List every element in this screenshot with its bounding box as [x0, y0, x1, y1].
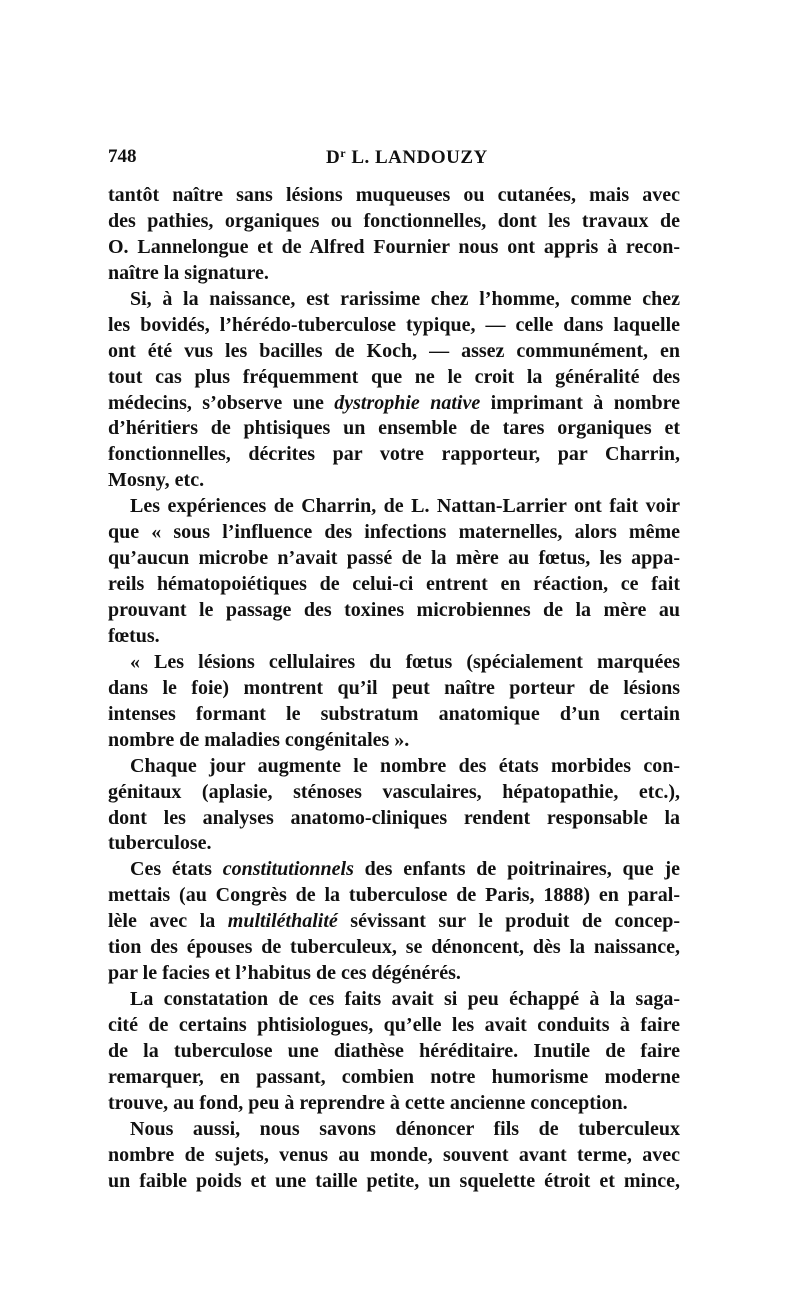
text-line: médecins, s’observe une dystrophie native imprimant à nombre [108, 391, 680, 414]
text-line: mettais (au Congrès de la tuberculose de Paris, 1888) en paral- [108, 884, 680, 907]
text-line: intenses formant le substratum anatomique d’un certain [108, 702, 680, 725]
text-line: tuberculose. [108, 832, 212, 855]
text-line: que « sous l’influence des infections maternelles, alors même [108, 521, 680, 544]
text-line: « Les lésions cellulaires du fœtus (spécialement marquées [130, 650, 680, 673]
text-line: dans le foie) montrent qu’il peut naître porteur de lésions [108, 676, 680, 699]
text-line: fonctionnelles, décrites par votre rapporteur, par Charrin, [108, 443, 680, 466]
italic-term: dystrophie native [334, 391, 481, 414]
running-head [108, 146, 680, 174]
text-line: nombre de sujets, venus au monde, souvent avant terme, avec [108, 1143, 680, 1166]
text-line: fœtus. [108, 624, 160, 647]
page-number: 748 [108, 146, 137, 167]
text-line: ont été vus les bacilles de Koch, — assez communément, en [108, 339, 680, 362]
text-line: Mosny, etc. [108, 469, 205, 492]
author-name: L. LANDOUZY [346, 147, 488, 168]
running-title [326, 146, 488, 169]
text-line: Chaque jour augmente le nombre des états morbides con- [130, 754, 680, 777]
text-line: par le facies et l’habitus de ces dégénérés. [108, 962, 461, 985]
text-line: Nous aussi, nous savons dénoncer fils de tuberculeux [130, 1117, 680, 1140]
text-line: lèle avec la multiléthalité sévissant sur le produit de concep- [108, 910, 680, 933]
text-line: cité de certains phtisiologues, qu’elle les avait conduits à faire [108, 1014, 680, 1036]
text-line: tout cas plus fréquemment que ne le croit la généralité des [108, 365, 680, 388]
text-line: génitaux (aplasie, sténoses vasculaires, hépatopathie, etc.), [108, 780, 680, 803]
text-line: les bovidés, l’hérédo-tuberculose typique, — celle dans laquelle [108, 313, 680, 336]
text-line: La constatation de ces faits avait si peu échappé à la saga- [130, 988, 680, 1011]
text-line: des pathies, organiques ou fonctionnelles, dont les travaux de [108, 209, 680, 232]
text-line: remarquer, en passant, combien notre humorisme moderne [108, 1065, 680, 1088]
text-line: trouve, au fond, peu à reprendre à cette ancienne conception. [108, 1091, 628, 1114]
italic-term: multiléthalité [227, 910, 338, 933]
text-line: reils hématopoiétiques de celui-ci entrent en réaction, ce fait [108, 573, 680, 596]
author-prefix-superscript: r [340, 146, 347, 160]
author-prefix: D [326, 147, 341, 168]
text-line: Si, à la naissance, est rarissime chez l’homme, comme chez [130, 287, 680, 310]
text-line: tantôt naître sans lésions muqueuses ou cutanées, mais avec [108, 184, 680, 206]
text-line: Ces états constitutionnels des enfants de poitrinaires, que je [130, 858, 680, 881]
text-line: O. Lannelongue et de Alfred Fournier nous ont appris à recon- [108, 235, 680, 258]
text-line: nombre de maladies congénitales ». [108, 728, 410, 751]
text-line: tion des épouses de tuberculeux, se dénoncent, dès la naissance, [108, 936, 680, 959]
text-line: prouvant le passage des toxines microbiennes de la mère au [108, 599, 680, 621]
body-text [108, 183, 680, 1195]
text-line: Les expériences de Charrin, de L. Nattan-Larrier ont fait voir [130, 495, 680, 518]
text-line: d’héritiers de phtisiques un ensemble de tares organiques et [108, 417, 680, 440]
text-line: qu’aucun microbe n’avait passé de la mère au fœtus, les appa- [108, 547, 680, 570]
italic-term: constitutionnels [222, 858, 354, 881]
text-line: dont les analyses anatomo-cliniques rendent responsable la [108, 806, 680, 829]
text-line: naître la signature. [108, 261, 269, 284]
text-line: un faible poids et une taille petite, un squelette étroit et mince, [108, 1169, 680, 1192]
text-line: de la tuberculose une diathèse héréditaire. Inutile de faire [108, 1039, 680, 1062]
